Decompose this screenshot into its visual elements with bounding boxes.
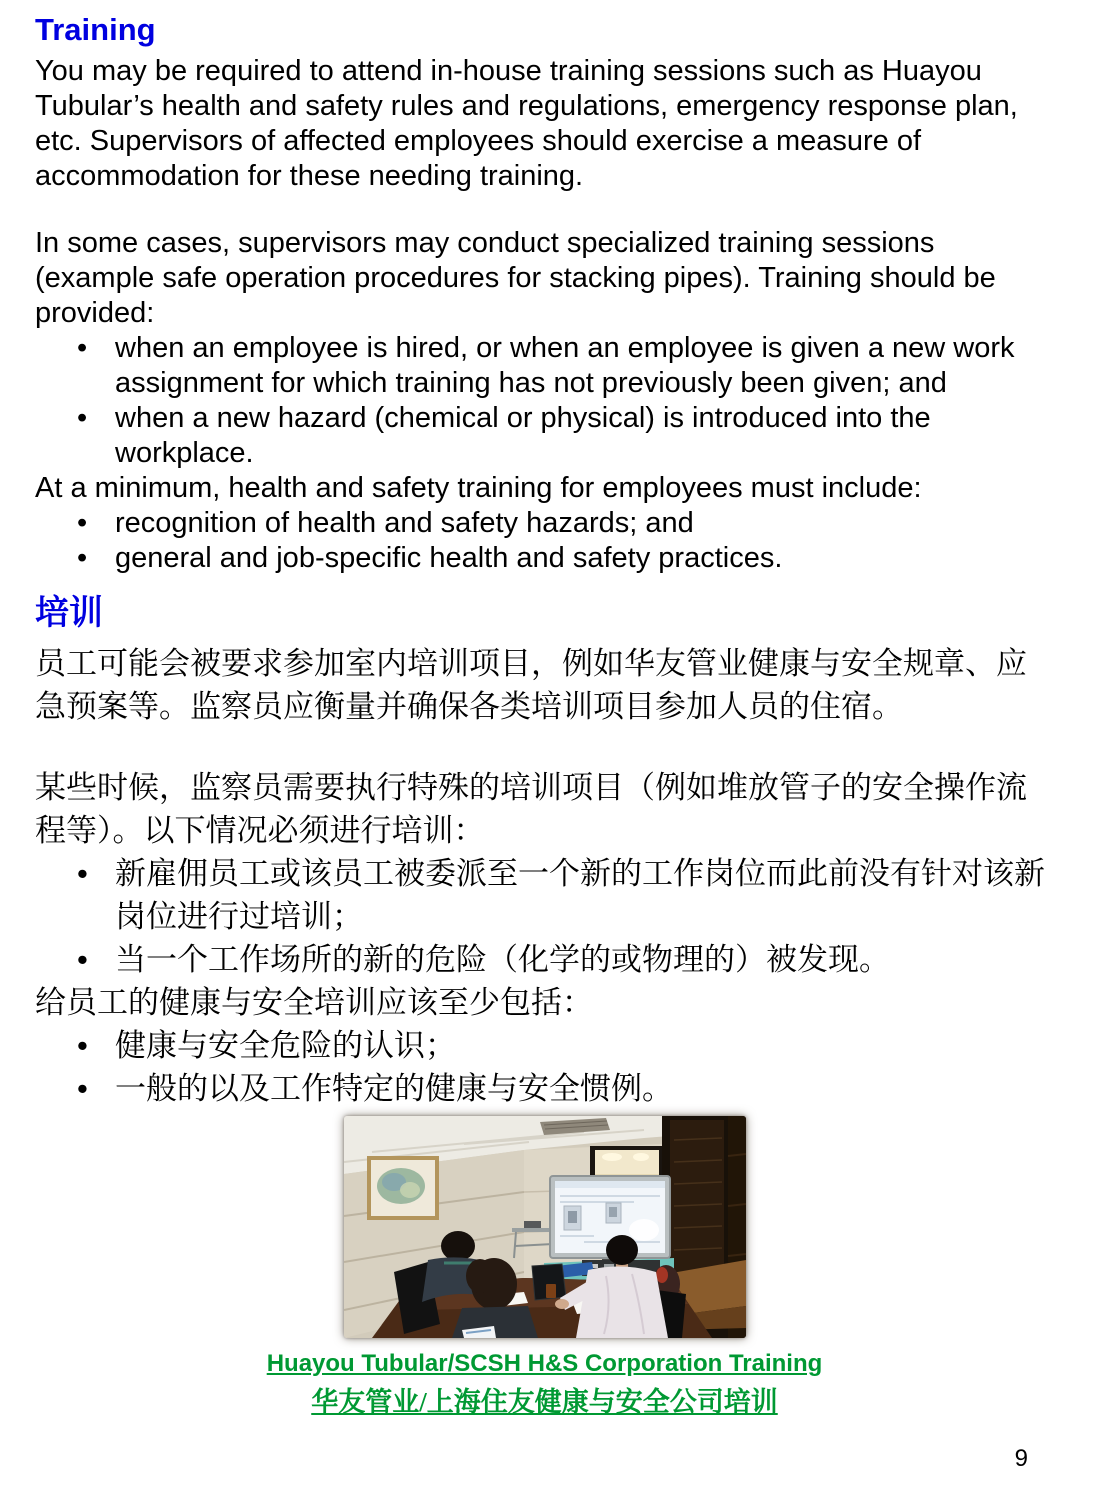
- english-bullet-list-2: [35, 506, 1054, 576]
- chinese-bullet-list-2: [35, 1024, 1054, 1110]
- photo-caption-en: Huayou Tubular/SCSH H&S Corporation Training: [266, 1350, 823, 1377]
- list-item-text: 当一个工作场所的新的危险（化学的或物理的）被发现。: [115, 942, 890, 977]
- page-number: 9: [1014, 1445, 1028, 1472]
- list-item: [35, 506, 1054, 541]
- training-photo: [344, 1116, 746, 1338]
- spacer: [35, 728, 1054, 766]
- spacer: [35, 194, 1054, 226]
- paragraph-zh-3: 给员工的健康与安全培训应该至少包括：: [35, 985, 593, 1020]
- list-item-text: when a new hazard (chemical or physical) is introduced into the workplace.: [115, 402, 931, 469]
- training-room-photo-image: [344, 1116, 746, 1338]
- list-item-text: 健康与安全危险的认识；: [115, 1028, 456, 1063]
- list-item-text: recognition of health and safety hazards; and: [115, 507, 694, 539]
- paragraph-en-1: You may be required to attend in-house training sessions such as Huayou Tubular’s health and safety rules and regulations, emergency response plan, etc. Supervisors of affected employees should exercise a measure of accommodation for these needing training.: [35, 55, 1018, 192]
- list-item: [35, 852, 1054, 938]
- list-item: [35, 1067, 1054, 1110]
- list-item: [35, 331, 1054, 401]
- list-item-text: 一般的以及工作特定的健康与安全惯例。: [115, 1071, 673, 1106]
- chinese-section: [35, 592, 1054, 1110]
- english-section: [35, 10, 1054, 576]
- paragraph-zh-1: 员工可能会被要求参加室内培训项目，例如华友管业健康与安全规章、应急预案等。监察员应衡量并确保各类培训项目参加人员的住宿。: [35, 646, 1027, 724]
- paragraph-en-2: In some cases, supervisors may conduct specialized training sessions (example safe operation procedures for stacking pipes). Training should be provided:: [35, 227, 996, 329]
- training-heading-zh: 培训: [35, 595, 103, 632]
- training-heading-en: Training: [35, 12, 156, 47]
- paragraph-en-3: At a minimum, health and safety training for employees must include:: [35, 472, 922, 504]
- list-item: [35, 401, 1054, 471]
- list-item: [35, 938, 1054, 981]
- photo-caption: [35, 1350, 1054, 1419]
- chinese-bullet-list-1: [35, 852, 1054, 981]
- list-item-text: general and job-specific health and safety practices.: [115, 542, 783, 574]
- list-item: [35, 541, 1054, 576]
- list-item-text: 新雇佣员工或该员工被委派至一个新的工作岗位而此前没有针对该新岗位进行过培训；: [115, 856, 1045, 934]
- list-item: [35, 1024, 1054, 1067]
- photo-caption-zh: 华友管业/上海住友健康与安全公司培训: [311, 1387, 778, 1417]
- english-bullet-list-1: [35, 331, 1054, 471]
- paragraph-zh-2: 某些时候，监察员需要执行特殊的培训项目（例如堆放管子的安全操作流程等）。以下情况必须进行培训：: [35, 770, 1027, 848]
- list-item-text: when an employee is hired, or when an employee is given a new work assignment for which training has not previously been given; and: [115, 332, 1015, 399]
